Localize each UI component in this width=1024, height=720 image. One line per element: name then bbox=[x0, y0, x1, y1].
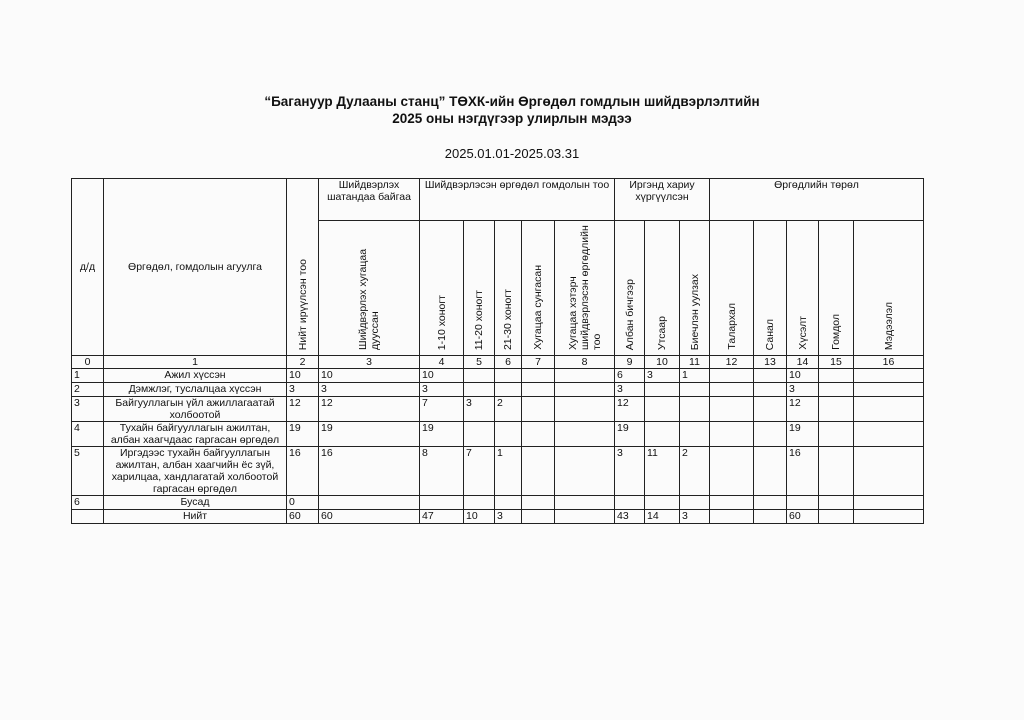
row-number: 2 bbox=[72, 383, 104, 397]
table-row bbox=[72, 447, 924, 496]
column-number: 8 bbox=[555, 356, 615, 369]
header-1-10-days: 1-10 хоногт bbox=[420, 221, 464, 356]
row-number: 4 bbox=[72, 422, 104, 447]
cell-c4: 47 bbox=[420, 510, 464, 524]
cell-c4: 8 bbox=[420, 447, 464, 496]
header-21-30-days: 21-30 хоногт bbox=[495, 221, 522, 356]
cell-c16 bbox=[854, 496, 924, 510]
cell-c11 bbox=[680, 383, 710, 397]
row-content: Тухайн байгууллагын ажилтан, албан хаагчдаас гаргасан өргөдөл bbox=[104, 422, 287, 447]
table-row bbox=[72, 369, 924, 383]
cell-c5 bbox=[464, 383, 495, 397]
row-content: Байгууллагын үйл ажиллагаатай холбоотой bbox=[104, 397, 287, 422]
header-deadline-expired: Шийдвэрлэх хугацаа дуусcан bbox=[319, 221, 420, 356]
cell-c8 bbox=[555, 383, 615, 397]
cell-c16 bbox=[854, 422, 924, 447]
header-complaint: Гомдол bbox=[819, 221, 854, 356]
cell-c6 bbox=[495, 383, 522, 397]
cell-c8 bbox=[555, 510, 615, 524]
cell-c7 bbox=[522, 383, 555, 397]
cell-c3: 16 bbox=[319, 447, 420, 496]
document-title bbox=[0, 93, 1024, 127]
cell-c10: 11 bbox=[645, 447, 680, 496]
cell-c10 bbox=[645, 496, 680, 510]
column-number: 0 bbox=[72, 356, 104, 369]
header-phone: Утсаар bbox=[645, 221, 680, 356]
cell-c2: 16 bbox=[287, 447, 319, 496]
cell-c3: 19 bbox=[319, 422, 420, 447]
cell-c5: 3 bbox=[464, 397, 495, 422]
header-report: Мэдээлэл bbox=[854, 221, 924, 356]
column-number: 14 bbox=[787, 356, 819, 369]
cell-c7 bbox=[522, 369, 555, 383]
cell-c16 bbox=[854, 369, 924, 383]
cell-c5 bbox=[464, 496, 495, 510]
cell-c13 bbox=[754, 383, 787, 397]
cell-c15 bbox=[819, 447, 854, 496]
cell-c6 bbox=[495, 422, 522, 447]
cell-c10: 14 bbox=[645, 510, 680, 524]
header-idea: Санал bbox=[754, 221, 787, 356]
column-number: 13 bbox=[754, 356, 787, 369]
column-number: 7 bbox=[522, 356, 555, 369]
cell-c13 bbox=[754, 510, 787, 524]
cell-c5: 10 bbox=[464, 510, 495, 524]
cell-c4: 10 bbox=[420, 369, 464, 383]
cell-c5 bbox=[464, 369, 495, 383]
header-content: Өргөдөл, гомдолын агуулга bbox=[104, 179, 287, 356]
cell-c13 bbox=[754, 369, 787, 383]
row-number: 5 bbox=[72, 447, 104, 496]
cell-c16 bbox=[854, 510, 924, 524]
cell-c11 bbox=[680, 397, 710, 422]
header-official-letter: Албан бичгээр bbox=[615, 221, 645, 356]
cell-c10: 3 bbox=[645, 369, 680, 383]
cell-c14: 3 bbox=[787, 383, 819, 397]
cell-c11: 3 bbox=[680, 510, 710, 524]
cell-c11: 2 bbox=[680, 447, 710, 496]
cell-c3: 10 bbox=[319, 369, 420, 383]
header-meeting: Биечлэн уулзах bbox=[680, 221, 710, 356]
row-content: Ажил хүссэн bbox=[104, 369, 287, 383]
cell-c10 bbox=[645, 422, 680, 447]
row-content: Иргэдээс тухайн байгууллагын ажилтан, албан хаагчийн ёс зүй, харилцаа, хандлагатай холбоотой гаргасан өргөдөл bbox=[104, 447, 287, 496]
column-number: 4 bbox=[420, 356, 464, 369]
cell-c4 bbox=[420, 496, 464, 510]
header-group-pending: Шийдвэрлэх шатандаа байгаа bbox=[319, 179, 420, 221]
cell-c6: 3 bbox=[495, 510, 522, 524]
cell-c12 bbox=[710, 510, 754, 524]
cell-c7 bbox=[522, 510, 555, 524]
table-row bbox=[72, 383, 924, 397]
cell-c15 bbox=[819, 369, 854, 383]
cell-c8 bbox=[555, 397, 615, 422]
header-total-received: Нийт ирүүлсэн тоо bbox=[287, 179, 319, 356]
cell-c3 bbox=[319, 496, 420, 510]
cell-c7 bbox=[522, 496, 555, 510]
row-number: 3 bbox=[72, 397, 104, 422]
row-number: 1 bbox=[72, 369, 104, 383]
report-period: 2025.01.01-2025.03.31 bbox=[444, 146, 580, 161]
cell-c14: 60 bbox=[787, 510, 819, 524]
header-group-reply: Иргэнд хариу хүргүүлсэн bbox=[615, 179, 710, 221]
cell-c15 bbox=[819, 510, 854, 524]
cell-c6: 1 bbox=[495, 447, 522, 496]
column-number: 16 bbox=[854, 356, 924, 369]
cell-c5: 7 bbox=[464, 447, 495, 496]
report-table bbox=[71, 178, 924, 524]
column-number: 11 bbox=[680, 356, 710, 369]
header-praise: Талархал bbox=[710, 221, 754, 356]
header-group-type: Өргөдлийн төрөл bbox=[710, 179, 924, 221]
cell-c5 bbox=[464, 422, 495, 447]
cell-c16 bbox=[854, 383, 924, 397]
cell-c15 bbox=[819, 496, 854, 510]
column-number: 10 bbox=[645, 356, 680, 369]
row-number: 6 bbox=[72, 496, 104, 510]
cell-c15 bbox=[819, 383, 854, 397]
cell-c3: 60 bbox=[319, 510, 420, 524]
cell-c2: 10 bbox=[287, 369, 319, 383]
column-number-row bbox=[72, 356, 924, 369]
cell-c3: 12 bbox=[319, 397, 420, 422]
row-content: Нийт bbox=[104, 510, 287, 524]
cell-c15 bbox=[819, 397, 854, 422]
cell-c6 bbox=[495, 369, 522, 383]
header-overdue: Хугацаа хэтэрч шийдвэрлэсэн өргөдлийн тоо bbox=[555, 221, 615, 356]
cell-c2: 3 bbox=[287, 383, 319, 397]
cell-c16 bbox=[854, 447, 924, 496]
cell-c13 bbox=[754, 422, 787, 447]
cell-c2: 12 bbox=[287, 397, 319, 422]
title-line-1: “Багануур Дулааны станц” ТӨХК-ийн Өргөдөл гомдлын шийдвэрлэлтийн bbox=[264, 94, 760, 109]
cell-c12 bbox=[710, 397, 754, 422]
column-number: 12 bbox=[710, 356, 754, 369]
cell-c8 bbox=[555, 496, 615, 510]
column-number: 5 bbox=[464, 356, 495, 369]
cell-c2: 19 bbox=[287, 422, 319, 447]
cell-c12 bbox=[710, 383, 754, 397]
cell-c7 bbox=[522, 447, 555, 496]
cell-c15 bbox=[819, 422, 854, 447]
cell-c7 bbox=[522, 422, 555, 447]
cell-c9 bbox=[615, 496, 645, 510]
cell-c9: 19 bbox=[615, 422, 645, 447]
cell-c2: 60 bbox=[287, 510, 319, 524]
cell-c4: 19 bbox=[420, 422, 464, 447]
table-total-row bbox=[72, 510, 924, 524]
cell-c9: 6 bbox=[615, 369, 645, 383]
cell-c2: 0 bbox=[287, 496, 319, 510]
cell-c12 bbox=[710, 422, 754, 447]
cell-c14: 19 bbox=[787, 422, 819, 447]
cell-c11 bbox=[680, 422, 710, 447]
column-number: 9 bbox=[615, 356, 645, 369]
header-11-20-days: 11-20 хоногт bbox=[464, 221, 495, 356]
cell-c11 bbox=[680, 496, 710, 510]
column-number: 1 bbox=[104, 356, 287, 369]
cell-c12 bbox=[710, 496, 754, 510]
table-row bbox=[72, 496, 924, 510]
cell-c16 bbox=[854, 397, 924, 422]
column-number: 6 bbox=[495, 356, 522, 369]
header-extended: Хугацаа сунгасан bbox=[522, 221, 555, 356]
cell-c14 bbox=[787, 496, 819, 510]
table-row bbox=[72, 422, 924, 447]
header-row-top bbox=[72, 179, 924, 221]
cell-c6: 2 bbox=[495, 397, 522, 422]
column-number: 15 bbox=[819, 356, 854, 369]
table-row bbox=[72, 397, 924, 422]
cell-c3: 3 bbox=[319, 383, 420, 397]
cell-c12 bbox=[710, 369, 754, 383]
cell-c8 bbox=[555, 422, 615, 447]
cell-c6 bbox=[495, 496, 522, 510]
cell-c8 bbox=[555, 447, 615, 496]
cell-c7 bbox=[522, 397, 555, 422]
cell-c14: 12 bbox=[787, 397, 819, 422]
cell-c14: 10 bbox=[787, 369, 819, 383]
row-number bbox=[72, 510, 104, 524]
cell-c12 bbox=[710, 447, 754, 496]
column-number: 2 bbox=[287, 356, 319, 369]
cell-c13 bbox=[754, 447, 787, 496]
cell-c9: 3 bbox=[615, 447, 645, 496]
cell-c4: 7 bbox=[420, 397, 464, 422]
cell-c9: 12 bbox=[615, 397, 645, 422]
cell-c13 bbox=[754, 397, 787, 422]
cell-c9: 3 bbox=[615, 383, 645, 397]
cell-c4: 3 bbox=[420, 383, 464, 397]
row-content: Дэмжлэг, туслалцаа хүссэн bbox=[104, 383, 287, 397]
cell-c10 bbox=[645, 383, 680, 397]
header-request: Хүсэлт bbox=[787, 221, 819, 356]
header-dd: д/д bbox=[72, 179, 104, 356]
cell-c11: 1 bbox=[680, 369, 710, 383]
cell-c8 bbox=[555, 369, 615, 383]
cell-c14: 16 bbox=[787, 447, 819, 496]
row-content: Бусад bbox=[104, 496, 287, 510]
column-number: 3 bbox=[319, 356, 420, 369]
cell-c10 bbox=[645, 397, 680, 422]
cell-c9: 43 bbox=[615, 510, 645, 524]
title-line-2: 2025 оны нэгдүгээр улирлын мэдээ bbox=[392, 111, 632, 126]
header-group-resolved: Шийдвэрлэсэн өргөдөл гомдолын тоо bbox=[420, 179, 615, 221]
cell-c13 bbox=[754, 496, 787, 510]
